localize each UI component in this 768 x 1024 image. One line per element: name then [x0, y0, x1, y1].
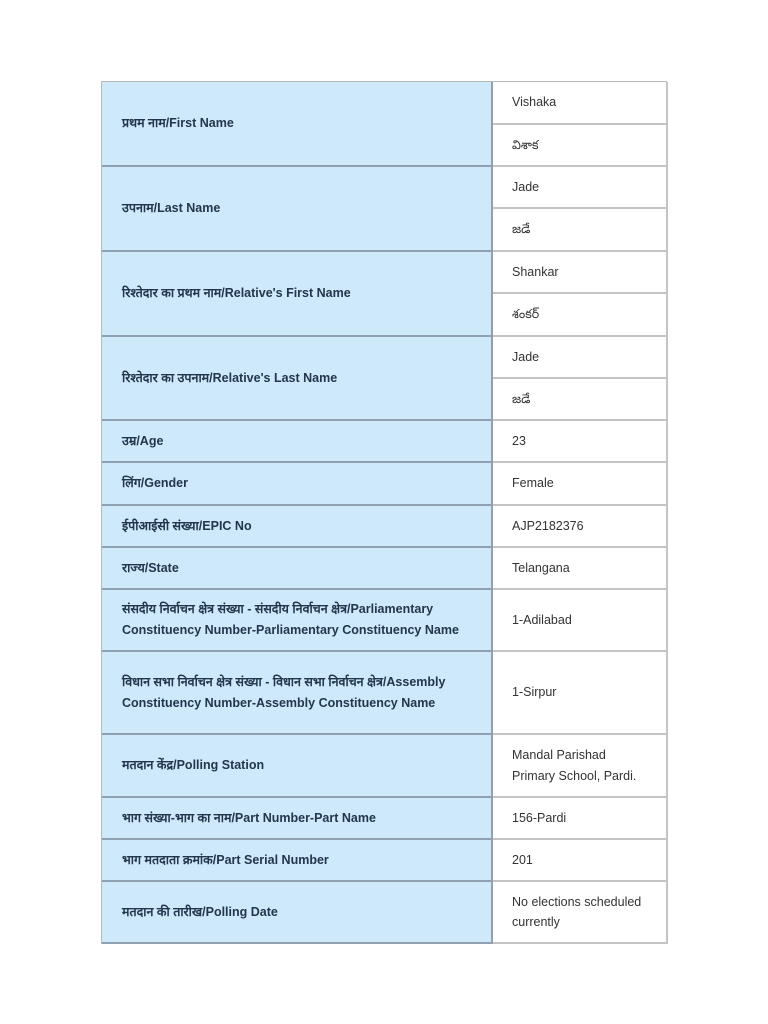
field-label-relative-first-name	[102, 251, 492, 336]
field-label-text: प्रथम नाम/First Name	[122, 116, 234, 130]
field-label-relative-last-name	[102, 336, 492, 420]
table-row-polling-date	[102, 881, 667, 943]
table-row-gender	[102, 462, 667, 505]
field-label-polling-date	[102, 881, 492, 943]
field-label-text: रिश्तेदार का प्रथम नाम/Relative's First Name	[122, 286, 351, 300]
field-value-first-name-english: Vishaka	[492, 82, 667, 124]
field-label-text: भाग संख्या-भाग का नाम/Part Number-Part Name	[122, 810, 376, 825]
field-label-last-name	[102, 166, 492, 251]
field-label-state	[102, 547, 492, 589]
table-row-first-name	[102, 82, 667, 124]
field-value-gender: Female	[492, 462, 667, 505]
table-row-state	[102, 547, 667, 589]
table-row-epic-no	[102, 505, 667, 547]
field-value-last-name-telugu: జడే	[492, 208, 667, 251]
field-value-part-serial-number: 201	[492, 839, 667, 881]
field-label-text: मतदान केंद्र/Polling Station	[122, 758, 265, 772]
field-value-relative-first-name-telugu: శంకర్	[492, 293, 667, 336]
field-value-polling-date: No elections scheduled currently	[492, 881, 667, 943]
field-label-parliamentary-constituency	[102, 589, 492, 651]
field-value-first-name-telugu: విశాక	[492, 124, 667, 166]
field-label-text: राज्य/State	[122, 560, 179, 575]
table-row-last-name	[102, 166, 667, 208]
field-label-polling-station	[102, 734, 492, 797]
table-row-polling-station	[102, 734, 667, 797]
voter-details-table	[102, 82, 668, 944]
field-label-epic-no	[102, 505, 492, 547]
table-row-part-number-name	[102, 797, 667, 839]
field-value-relative-last-name-telugu: జడే	[492, 378, 667, 420]
field-value-epic-no: AJP2182376	[492, 505, 667, 547]
field-value-parliamentary-constituency: 1-Adilabad	[492, 589, 667, 651]
voter-details-card	[101, 81, 667, 944]
field-label-text: उपनाम/Last Name	[122, 201, 221, 215]
field-value-part-number-name: 156-Pardi	[492, 797, 667, 839]
table-row-age	[102, 420, 667, 462]
field-label-text: भाग मतदाता क्रमांक/Part Serial Number	[122, 852, 329, 867]
table-row-assembly-constituency	[102, 651, 667, 734]
field-label-first-name	[102, 82, 492, 166]
field-value-assembly-constituency: 1-Sirpur	[492, 651, 667, 734]
field-label-age	[102, 420, 492, 462]
table-row-relative-last-name	[102, 336, 667, 378]
field-label-part-number-name	[102, 797, 492, 839]
field-label-gender	[102, 462, 492, 505]
field-value-last-name-english: Jade	[492, 166, 667, 208]
field-label-text: मतदान की तारीख/Polling Date	[122, 904, 278, 919]
field-label-text: उम्र/Age	[122, 433, 164, 448]
field-value-polling-station: Mandal Parishad Primary School, Pardi.	[492, 734, 667, 797]
table-row-relative-first-name	[102, 251, 667, 293]
field-label-text: लिंग/Gender	[122, 476, 188, 490]
field-value-state: Telangana	[492, 547, 667, 589]
voter-details-table-body	[102, 82, 667, 943]
field-label-assembly-constituency	[102, 651, 492, 734]
field-value-relative-last-name-english: Jade	[492, 336, 667, 378]
field-label-text: विधान सभा निर्वाचन क्षेत्र संख्या - विधान सभा निर्वाचन क्षेत्र/Assembly Constituency Number-Assembly Constituency Name	[122, 674, 446, 710]
field-label-part-serial-number	[102, 839, 492, 881]
field-value-relative-first-name-english: Shankar	[492, 251, 667, 293]
table-row-parliamentary-constituency	[102, 589, 667, 651]
field-label-text: संसदीय निर्वाचन क्षेत्र संख्या - संसदीय निर्वाचन क्षेत्र/Parliamentary Constituency Number-Parliamentary Constituency Name	[122, 602, 459, 637]
field-value-age: 23	[492, 420, 667, 462]
table-row-part-serial-number	[102, 839, 667, 881]
field-label-text: रिश्तेदार का उपनाम/Relative's Last Name	[122, 370, 338, 385]
field-label-text: ईपीआईसी संख्या/EPIC No	[122, 518, 252, 533]
